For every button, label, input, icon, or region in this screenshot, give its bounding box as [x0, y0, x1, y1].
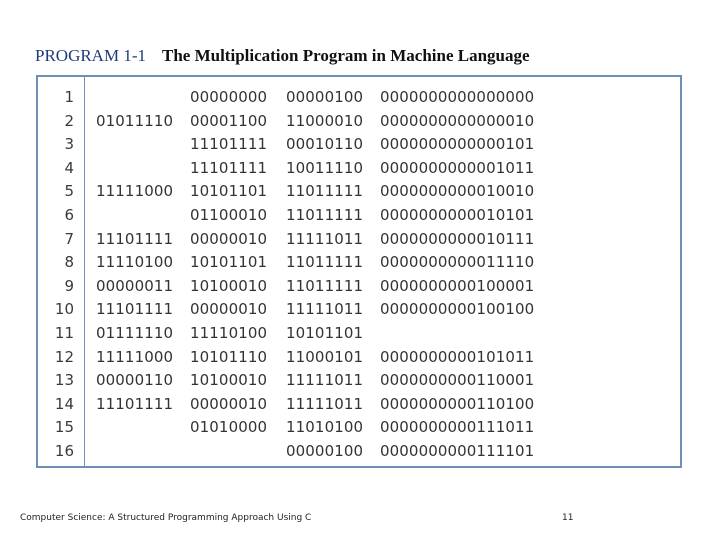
line-number: 5: [64, 182, 74, 201]
code-field-1: 00000011: [96, 276, 174, 295]
code-line: [38, 133, 680, 156]
code-line: [38, 298, 680, 321]
code-field-3: 00000100: [286, 442, 364, 460]
code-field-3: 10101101: [286, 324, 364, 342]
code-field-2: 01100010: [190, 206, 268, 224]
code-field-2: 11101111: [190, 158, 268, 177]
code-field-3: 10011110: [286, 158, 364, 177]
line-number: 3: [64, 135, 74, 154]
code-field-2: 10100010: [190, 276, 268, 295]
code-field-4: 0000000000100100: [380, 300, 535, 319]
line-number: 13: [54, 371, 74, 390]
code-field-1: 00000110: [96, 371, 174, 390]
code-field-4: 0000000000110100: [380, 394, 535, 413]
code-field-4: 0000000000010101: [380, 206, 535, 224]
code-field-4: 0000000000000000: [380, 88, 535, 106]
code-field-4: 0000000000110001: [380, 371, 535, 390]
code-field-3: 00010110: [286, 135, 364, 154]
code-field-1: 11111000: [96, 347, 174, 366]
code-line: [38, 275, 680, 298]
code-line: [38, 180, 680, 203]
code-field-3: 11011111: [286, 182, 364, 201]
program-caption: The Multiplication Program in Machine Language: [162, 46, 530, 65]
code-line: [38, 157, 680, 180]
code-line: [38, 204, 680, 227]
code-field-4: 0000000000000010: [380, 111, 535, 130]
code-field-3: 11010100: [286, 418, 364, 437]
code-field-2: 10100010: [190, 371, 268, 390]
code-field-2: 01010000: [190, 418, 268, 437]
code-field-2: 00001100: [190, 111, 268, 130]
code-line: [38, 346, 680, 369]
code-listing: [36, 75, 682, 468]
code-field-2: 00000010: [190, 394, 268, 413]
line-number: 11: [54, 324, 74, 342]
code-field-2: 10101101: [190, 253, 268, 272]
line-number: 4: [64, 158, 74, 177]
code-field-2: 00000010: [190, 300, 268, 319]
code-line: [38, 228, 680, 251]
line-number: 12: [54, 347, 74, 366]
code-field-4: 0000000000000101: [380, 135, 535, 154]
line-number: 14: [54, 394, 74, 413]
code-field-1: 11111000: [96, 182, 174, 201]
code-field-4: 0000000000111101: [380, 442, 535, 460]
code-field-1: 01011110: [96, 111, 174, 130]
code-field-4: 0000000000001011: [380, 158, 535, 177]
footer-text: Computer Science: A Structured Programming Approach Using C: [20, 513, 312, 523]
code-field-1: 11101111: [96, 229, 174, 248]
code-line: [38, 440, 680, 463]
line-number: 8: [64, 253, 74, 272]
code-field-3: 11011111: [286, 276, 364, 295]
code-field-3: 11111011: [286, 394, 364, 413]
code-line: [38, 369, 680, 392]
code-field-1: 11101111: [96, 300, 174, 319]
page-number: 11: [562, 513, 574, 523]
code-field-3: 11011111: [286, 206, 364, 224]
code-field-4: 0000000000010010: [380, 182, 535, 201]
code-field-2: 10101101: [190, 182, 268, 201]
code-line: [38, 110, 680, 133]
line-number: 6: [64, 206, 74, 224]
code-line: [38, 393, 680, 416]
code-field-2: 00000010: [190, 229, 268, 248]
code-field-4: 0000000000111011: [380, 418, 535, 437]
code-field-2: 00000000: [190, 88, 268, 106]
code-field-3: 11111011: [286, 371, 364, 390]
page-title: [35, 46, 530, 66]
line-number: 1: [64, 88, 74, 106]
code-field-3: 11111011: [286, 300, 364, 319]
code-field-4: 0000000000101011: [380, 347, 535, 366]
code-field-1: 01111110: [96, 324, 174, 342]
code-field-4: 0000000000100001: [380, 276, 535, 295]
line-number: 16: [54, 442, 74, 460]
code-field-3: 11000010: [286, 111, 364, 130]
code-field-2: 11110100: [190, 324, 268, 342]
line-number: 15: [54, 418, 74, 437]
code-line: [38, 86, 680, 109]
code-field-2: 10101110: [190, 347, 268, 366]
line-number: 9: [64, 276, 74, 295]
code-line: [38, 251, 680, 274]
line-number: 7: [64, 229, 74, 248]
code-field-1: 11110100: [96, 253, 174, 272]
code-field-4: 0000000000011110: [380, 253, 535, 272]
code-field-3: 00000100: [286, 88, 364, 106]
code-line: [38, 416, 680, 439]
code-line: [38, 322, 680, 345]
program-label: PROGRAM 1-1: [35, 46, 146, 65]
code-field-1: 11101111: [96, 394, 174, 413]
code-field-2: 11101111: [190, 135, 268, 154]
line-number: 10: [54, 300, 74, 319]
line-number: 2: [64, 111, 74, 130]
code-field-3: 11000101: [286, 347, 364, 366]
code-field-4: 0000000000010111: [380, 229, 535, 248]
code-field-3: 11111011: [286, 229, 364, 248]
code-field-3: 11011111: [286, 253, 364, 272]
